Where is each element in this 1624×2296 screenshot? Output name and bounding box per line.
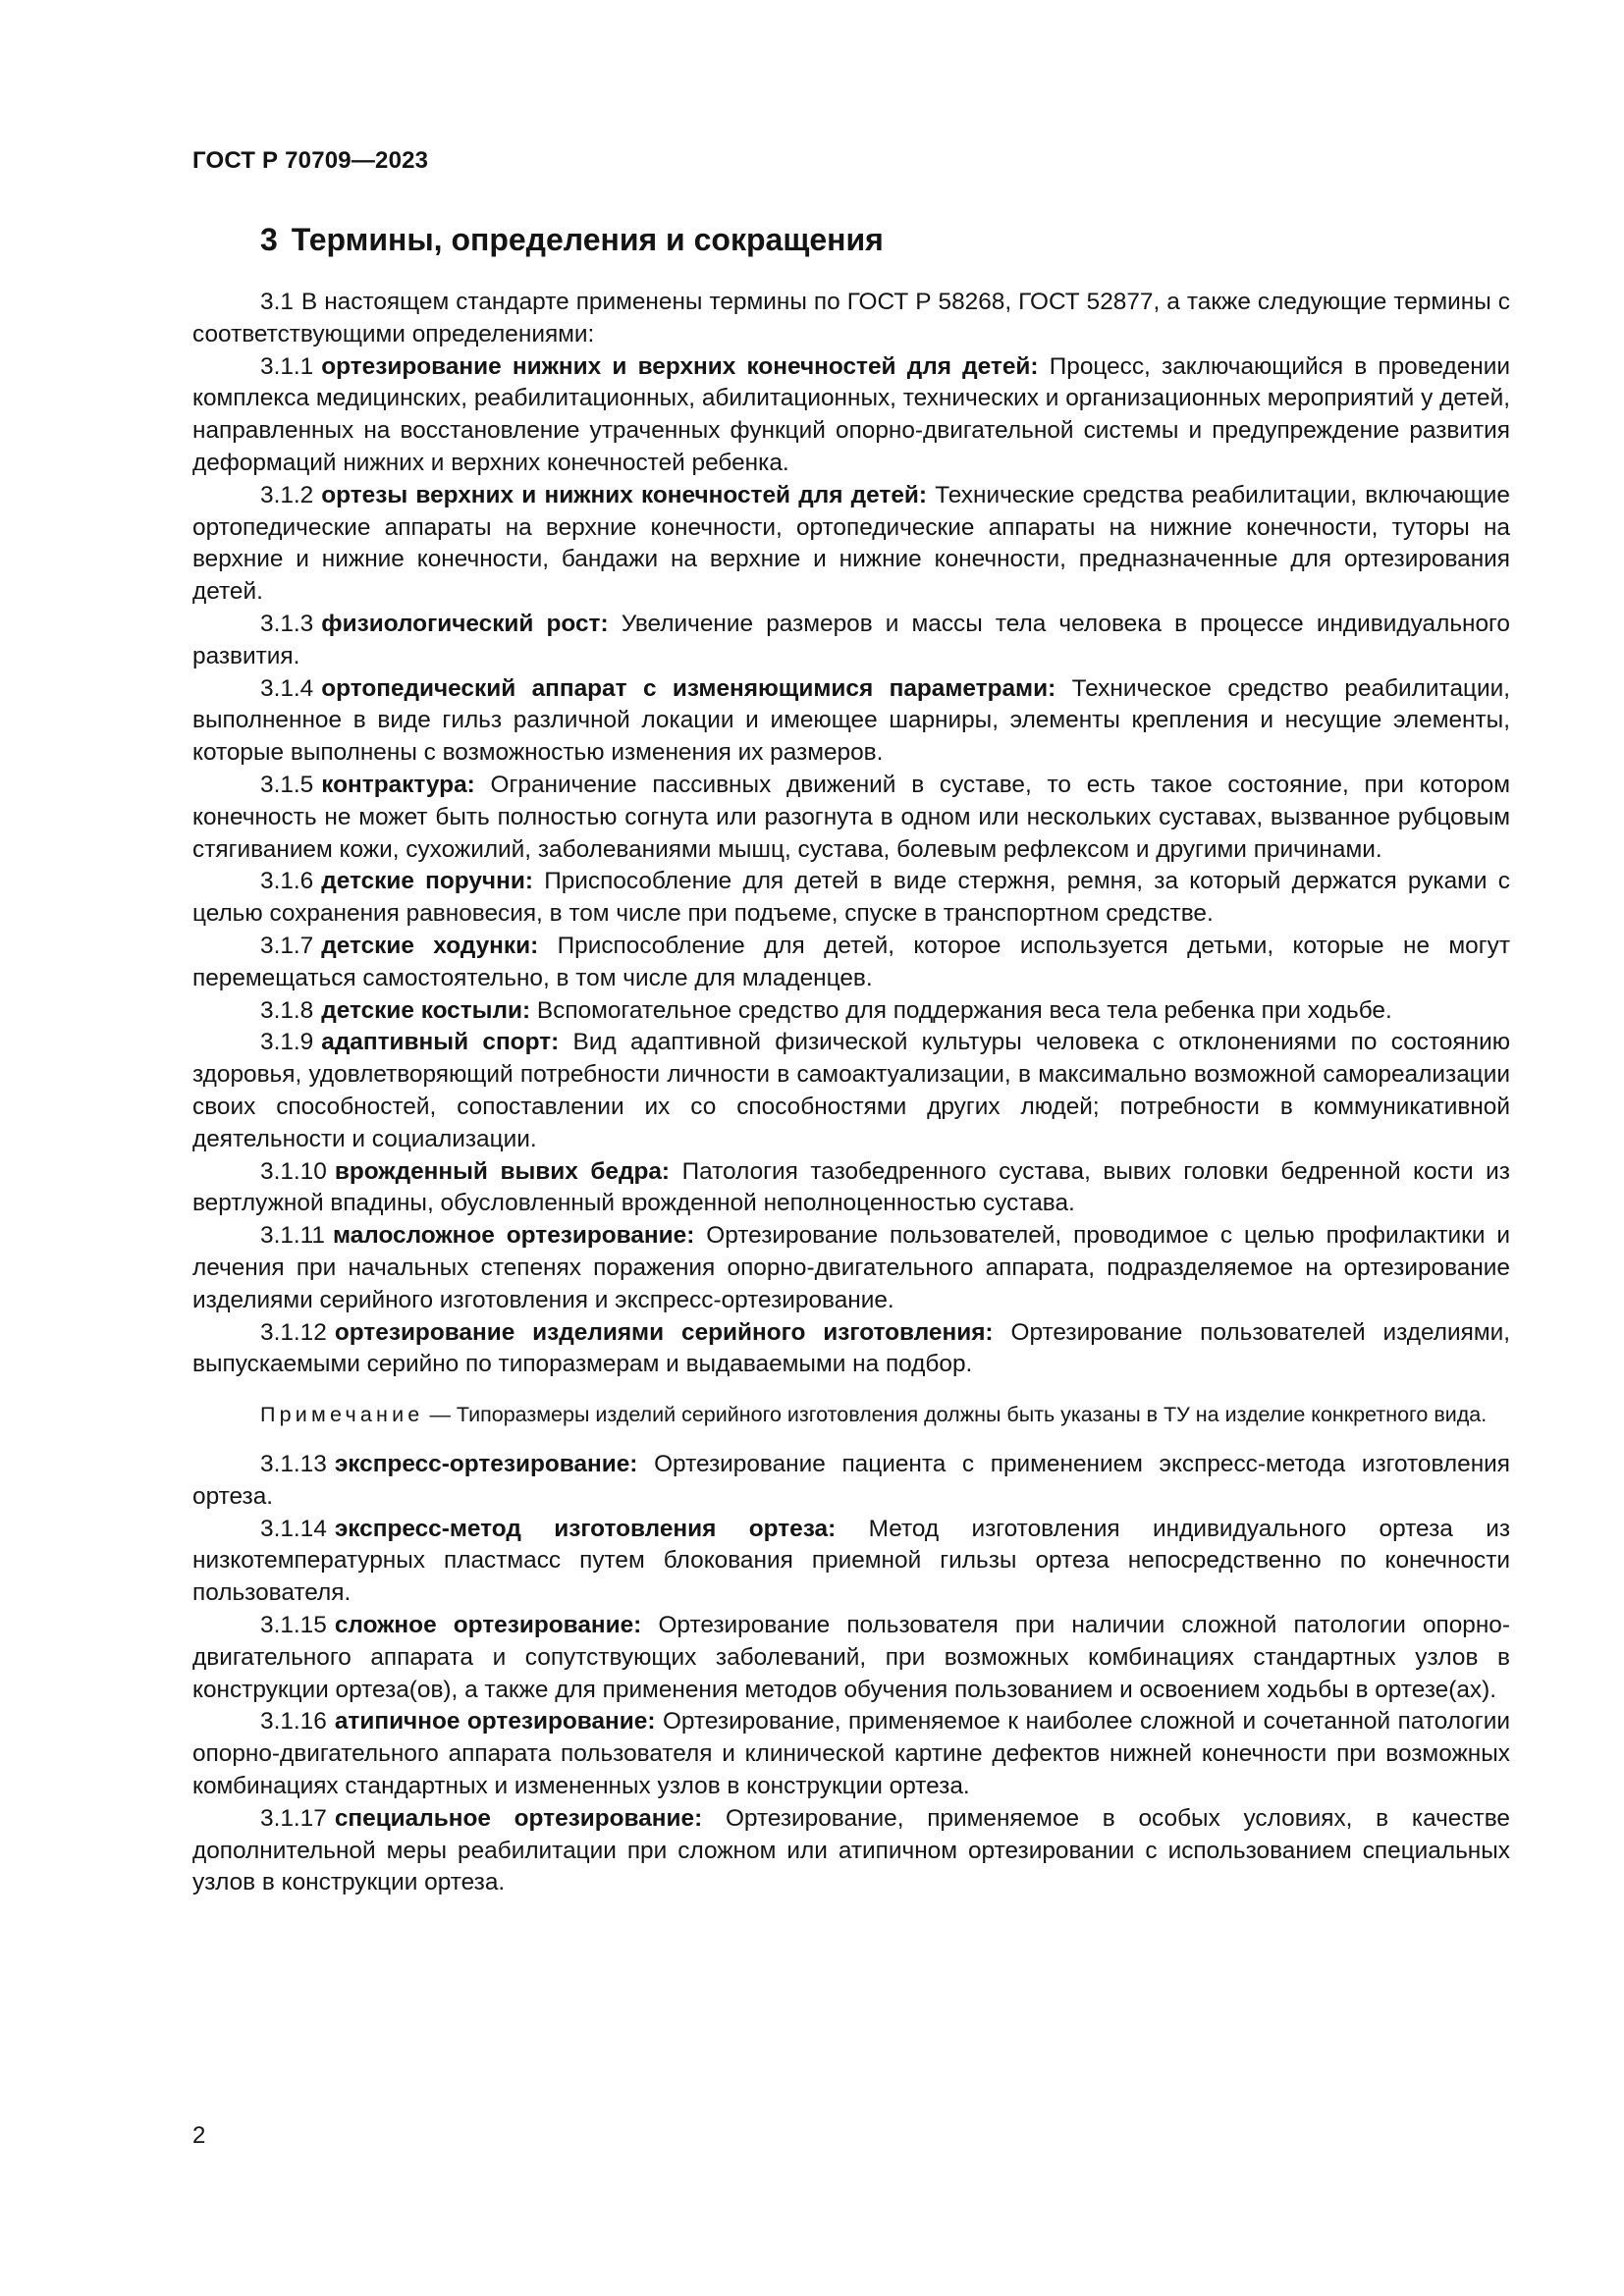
intro-paragraph	[192, 287, 1510, 351]
clause-number: 3.1.5	[260, 771, 314, 798]
term-name: экспресс-ортезирование:	[334, 1451, 638, 1478]
term-name: детские костыли:	[321, 996, 531, 1024]
term-definition-3-1-14	[192, 1514, 1510, 1610]
note-text: Типоразмеры изделий серийного изготовления должны быть указаны в ТУ на изделие конкретного вида.	[456, 1403, 1488, 1427]
term-name: ортопедический аппарат с изменяющимися параметрами:	[321, 674, 1056, 702]
clause-number: 3.1.12	[260, 1318, 327, 1346]
term-definition-3-1-3	[192, 609, 1510, 673]
term-name: физиологический рост:	[321, 610, 609, 637]
term-name: контрактура:	[321, 771, 475, 798]
clause-number: 3.1.1	[260, 352, 314, 380]
section-title-text: Термины, определения и сокращения	[291, 222, 884, 257]
term-definition-3-1-1	[192, 351, 1510, 480]
term-definition-3-1-16	[192, 1706, 1510, 1802]
term-definition: Вспомогательное средство для поддержания веса тела ребенка при ходьбе.	[536, 996, 1392, 1024]
term-definition: Ограничение пассивных движений в суставе, то есть такое состояние, при котором конечность не может быть полностью согнута или разогнута в одном или нескольких суставах, вызванное рубцовым стягиванием кожи, сухожилий, заболеваниями мышц, сустава, болевым рефлексом и другими причинами.	[192, 771, 1510, 863]
clause-number: 3.1.8	[260, 996, 314, 1024]
term-definition-3-1-10	[192, 1156, 1510, 1221]
term-name: сложное ортезирование:	[334, 1612, 642, 1639]
clause-number: 3.1	[260, 289, 294, 315]
term-name: специальное ортезирование:	[334, 1804, 703, 1832]
note-label: Примечание	[260, 1403, 424, 1427]
term-name: атипичное ортезирование:	[334, 1708, 656, 1735]
term-definition-3-1-6	[192, 866, 1510, 931]
term-name: ортезирование изделиями серийного изготовления:	[334, 1318, 994, 1346]
term-definition: Ортезирование пользователей, проводимое с целью профилактики и лечения при начальных степенях поражения опорно-двигательного аппарата, подразделяемое на ортезирование изделиями серийного изготовления и экспресс-ортезирование.	[192, 1222, 1511, 1313]
term-definition: Технические средства реабилитации, включающие ортопедические аппараты на верхние конечности, ортопедические аппараты на нижние конечности, туторы на верхние и нижние конечности, бандажи на верхние и нижние конечности, предназначенные для ортезирования детей.	[192, 481, 1510, 606]
term-name: ортезирование нижних и верхних конечностей для детей:	[321, 352, 1039, 380]
term-definition: Приспособление для детей, которое используется детьми, которые не могут перемещаться самостоятельно, в том числе для младенцев.	[192, 932, 1510, 991]
term-definition: Увеличение размеров и массы тела человека в процессе индивидуального развития.	[192, 610, 1510, 669]
term-definition-3-1-11	[192, 1220, 1510, 1316]
term-definition-3-1-5	[192, 770, 1510, 866]
term-definition: Приспособление для детей в виде стержня, ремня, за который держатся руками с целью сохранения равновесия, в том числе при подъеме, спуске в транспортном средстве.	[192, 868, 1510, 928]
document-id-header: ГОСТ Р 70709—2023	[192, 147, 429, 174]
term-definition-3-1-15	[192, 1610, 1510, 1706]
term-definition: Ортезирование пользователя при наличии сложной патологии опорно-двигательного аппарата и сопутствующих заболеваний, при возможных комбинациях стандартных узлов в конструкции ортеза(ов), а также для применения методов обучения пользованием и освоением ходьбы в ортезе(ах).	[192, 1612, 1510, 1703]
clause-number: 3.1.2	[260, 481, 314, 508]
term-name: ортезы верхних и нижних конечностей для детей:	[321, 481, 928, 508]
term-definition: Ортезирование, применяемое к наиболее сложной и сочетанной патологии опорно-двигательного аппарата пользователя и клинической картине дефектов нижней конечности при возможных комбинациях стандартных и измененных узлов в конструкции ортеза.	[192, 1708, 1510, 1800]
term-definition: Патология тазобедренного сустава, вывих головки бедренной кости из вертлужной впадины, обусловленный врожденной неполноценностью сустава.	[192, 1157, 1510, 1217]
clause-number: 3.1.7	[260, 932, 314, 959]
term-definition: Ортезирование пациента с применением экспресс-метода изготовления ортеза.	[192, 1451, 1510, 1510]
clause-number: 3.1.14	[260, 1515, 327, 1542]
clause-number: 3.1.4	[260, 674, 314, 702]
term-name: детские ходунки:	[321, 932, 539, 959]
term-name: адаптивный спорт:	[321, 1029, 560, 1056]
page-number: 2	[192, 2122, 206, 2149]
clause-number: 3.1.15	[260, 1612, 327, 1639]
term-name: малосложное ортезирование:	[333, 1222, 695, 1250]
clause-number: 3.1.3	[260, 610, 314, 637]
term-definition-3-1-7	[192, 931, 1510, 995]
document-body	[192, 287, 1510, 1899]
term-definition: Вид адаптивной физической культуры человека с отклонениями по состоянию здоровья, удовлетворяющий потребности личности в самоактуализации, в максимально возможной самореализации своих способностей, сопоставлении их со способностями других людей; потребности в коммуникативной деятельности и социализации.	[192, 1029, 1511, 1152]
section-title	[260, 222, 884, 258]
term-name: врожденный вывих бедра:	[334, 1157, 671, 1185]
term-definition-3-1-9	[192, 1027, 1510, 1155]
section-number: 3	[260, 222, 278, 257]
term-name: экспресс-метод изготовления ортеза:	[334, 1515, 837, 1542]
term-definition-3-1-2	[192, 480, 1510, 609]
term-definition: Ортезирование пользователей изделиями, выпускаемыми серийно по типоразмерам и выдаваемыми на подбор.	[192, 1318, 1511, 1378]
term-definition-3-1-4	[192, 673, 1510, 770]
term-definition-3-1-8	[192, 995, 1510, 1028]
clause-number: 3.1.10	[260, 1157, 327, 1185]
term-definition: Техническое средство реабилитации, выполненное в виде гильз различной локации и имеющее шарниры, элементы крепления и несущие элементы, которые выполнены с возможностью изменения их размеров.	[192, 674, 1510, 767]
term-definition-3-1-17	[192, 1803, 1510, 1899]
term-definition-3-1-12	[192, 1317, 1510, 1382]
clause-number: 3.1.11	[260, 1222, 326, 1250]
term-definition: Процесс, заключающийся в проведении комплекса медицинских, реабилитационных, абилитационных, технических и организационных мероприятий у детей, направленных на восстановление утраченных функций опорно-двигательной системы и предупреждение развития деформаций нижних и верхних конечностей ребенка.	[192, 352, 1510, 476]
term-name: детские поручни:	[321, 868, 533, 895]
clause-number: 3.1.9	[260, 1029, 314, 1056]
intro-text: В настоящем стандарте применены термины по ГОСТ Р 58268, ГОСТ 52877, а также следующие термины с соответствующими определениями:	[192, 289, 1510, 347]
clause-number: 3.1.16	[260, 1708, 327, 1735]
clause-number: 3.1.17	[260, 1804, 327, 1832]
clause-number: 3.1.6	[260, 868, 314, 895]
term-definition: Ортезирование, применяемое в особых условиях, в качестве дополнительной меры реабилитации при сложном или атипичном ортезировании с использованием специальных узлов в конструкции ортеза.	[192, 1804, 1510, 1896]
term-definition-3-1-13	[192, 1449, 1510, 1514]
clause-number: 3.1.13	[260, 1451, 327, 1478]
term-definition: Метод изготовления индивидуального ортеза из низкотемпературных пластмасс путем блокования приемной гильзы ортеза непосредственно по конечности пользователя.	[192, 1515, 1511, 1607]
note-paragraph	[192, 1401, 1510, 1429]
note-dash: —	[429, 1403, 451, 1427]
